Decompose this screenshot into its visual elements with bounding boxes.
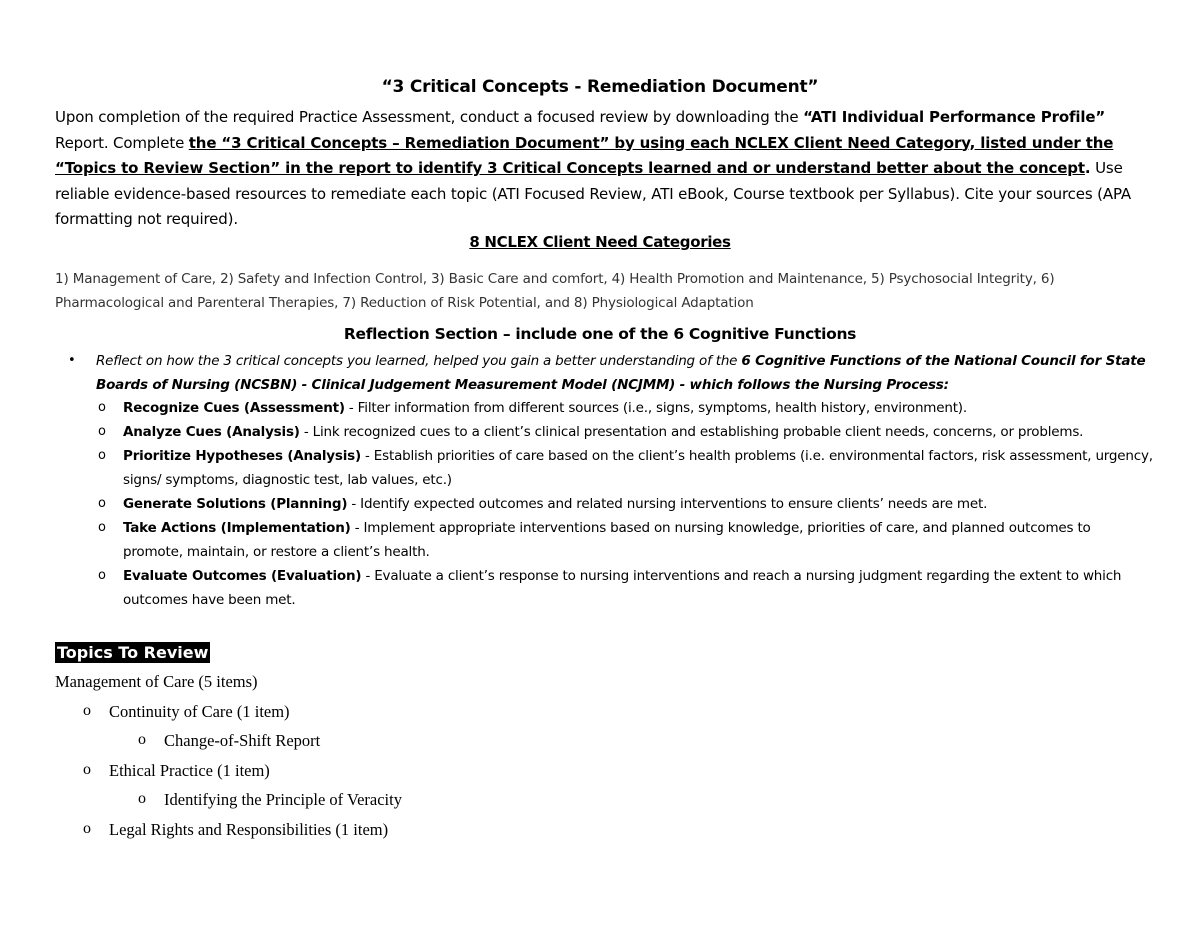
circle-bullet-icon: o [138,790,146,807]
cognitive-functions-list [98,396,1153,612]
function-name: Evaluate Outcomes (Evaluation) [123,568,362,584]
list-item [98,444,1153,492]
categories-list: 1) Management of Care, 2) Safety and Infection Control, 3) Basic Care and comfort, 4) Health Promotion and Maintenance, 5) Psychosocial Integrity, 6) Pharmacological and Parenteral Therapies, 7) Reduction of Risk Potential, and 8) Physiological Adaptation [55,271,1055,311]
categories-heading: 8 NCLEX Client Need Categories [469,233,731,251]
topic-item: Legal Rights and Responsibilities (1 item) [109,820,389,839]
intro-text-1: Upon completion of the required Practice Assessment, conduct a focused review by downloading the [55,108,804,126]
function-desc: - Implement appropriate interventions based on nursing knowledge, priorities of care, and planned outcomes to promote, maintain, or restore a client’s health. [123,520,1091,560]
reflection-bullet-bold: 6 Cognitive Functions of the National Council for State Boards of Nursing (NCSBN) - Clinical Judgement Measurement Model (NCJMM) - which follows the Nursing Process: [96,353,1146,393]
list-item [98,516,1153,564]
circle-bullet-icon: o [98,496,106,511]
intro-report-name: “ATI Individual Performance Profile” [803,108,1106,126]
intro-instruction-underlined: the “3 Critical Concepts – Remediation Document” by using each NCLEX Client Need Category, listed under the “Topics to Review Section” in the report to identify 3 Critical Concepts learned and or understand better about the concept [55,133,1114,177]
circle-bullet-icon: o [98,520,106,535]
topic-item: Ethical Practice (1 item) [109,761,270,780]
function-name: Generate Solutions (Planning) [123,496,348,512]
reflection-heading: Reflection Section – include one of the 6 Cognitive Functions [343,325,857,343]
circle-bullet-icon: o [98,400,106,415]
intro-text-2: Report. Complete [55,133,189,152]
function-name: Take Actions (Implementation) [123,520,351,536]
list-item [98,564,1153,612]
circle-bullet-icon: o [83,820,91,837]
circle-bullet-icon: o [98,448,106,463]
function-name: Recognize Cues (Assessment) [123,400,345,416]
reflection-bullet [68,349,1156,397]
function-desc: - Identify expected outcomes and related nursing interventions to ensure clients’ needs are met. [347,496,988,512]
list-item [98,396,1153,420]
topic-subitem: Identifying the Principle of Veracity [164,790,402,809]
function-desc: - Evaluate a client’s response to nursing interventions and reach a nursing judgment regarding the extent to which outcomes have been met. [123,568,1122,608]
function-desc: - Filter information from different sources (i.e., signs, symptoms, health history, environment). [344,400,967,416]
function-name: Prioritize Hypotheses (Analysis) [123,448,361,464]
function-name: Analyze Cues (Analysis) [123,424,300,440]
topics-heading: Topics To Review [57,643,209,662]
function-desc: - Link recognized cues to a client’s clinical presentation and establishing probable client needs, concerns, or problems. [299,424,1084,440]
topic-category: Management of Care (5 items) [55,672,258,691]
circle-bullet-icon: o [98,568,106,583]
bullet-icon: • [68,353,76,368]
circle-bullet-icon: o [83,761,91,778]
circle-bullet-icon: o [83,702,91,719]
circle-bullet-icon: o [138,731,146,748]
list-item [98,492,1153,516]
intro-period: . [1084,159,1091,177]
intro-paragraph [55,105,1155,233]
list-item [98,420,1153,444]
function-desc: - Establish priorities of care based on the client’s health problems (i.e. environmental factors, risk assessment, urgency, signs/ symptoms, diagnostic test, lab values, etc.) [123,448,1153,488]
topic-item: Continuity of Care (1 item) [109,702,290,721]
intro-text-3: Use reliable evidence-based resources to remediate each topic (ATI Focused Review, ATI eBook, Course textbook per Syllabus). Cite your sources (APA formatting not required). [55,159,1131,228]
circle-bullet-icon: o [98,424,106,439]
reflection-bullet-text: Reflect on how the 3 critical concepts you learned, helped you gain a better understanding of the [96,353,742,369]
document-title: “3 Critical Concepts - Remediation Document” [381,77,819,97]
topic-subitem: Change-of-Shift Report [164,731,321,750]
